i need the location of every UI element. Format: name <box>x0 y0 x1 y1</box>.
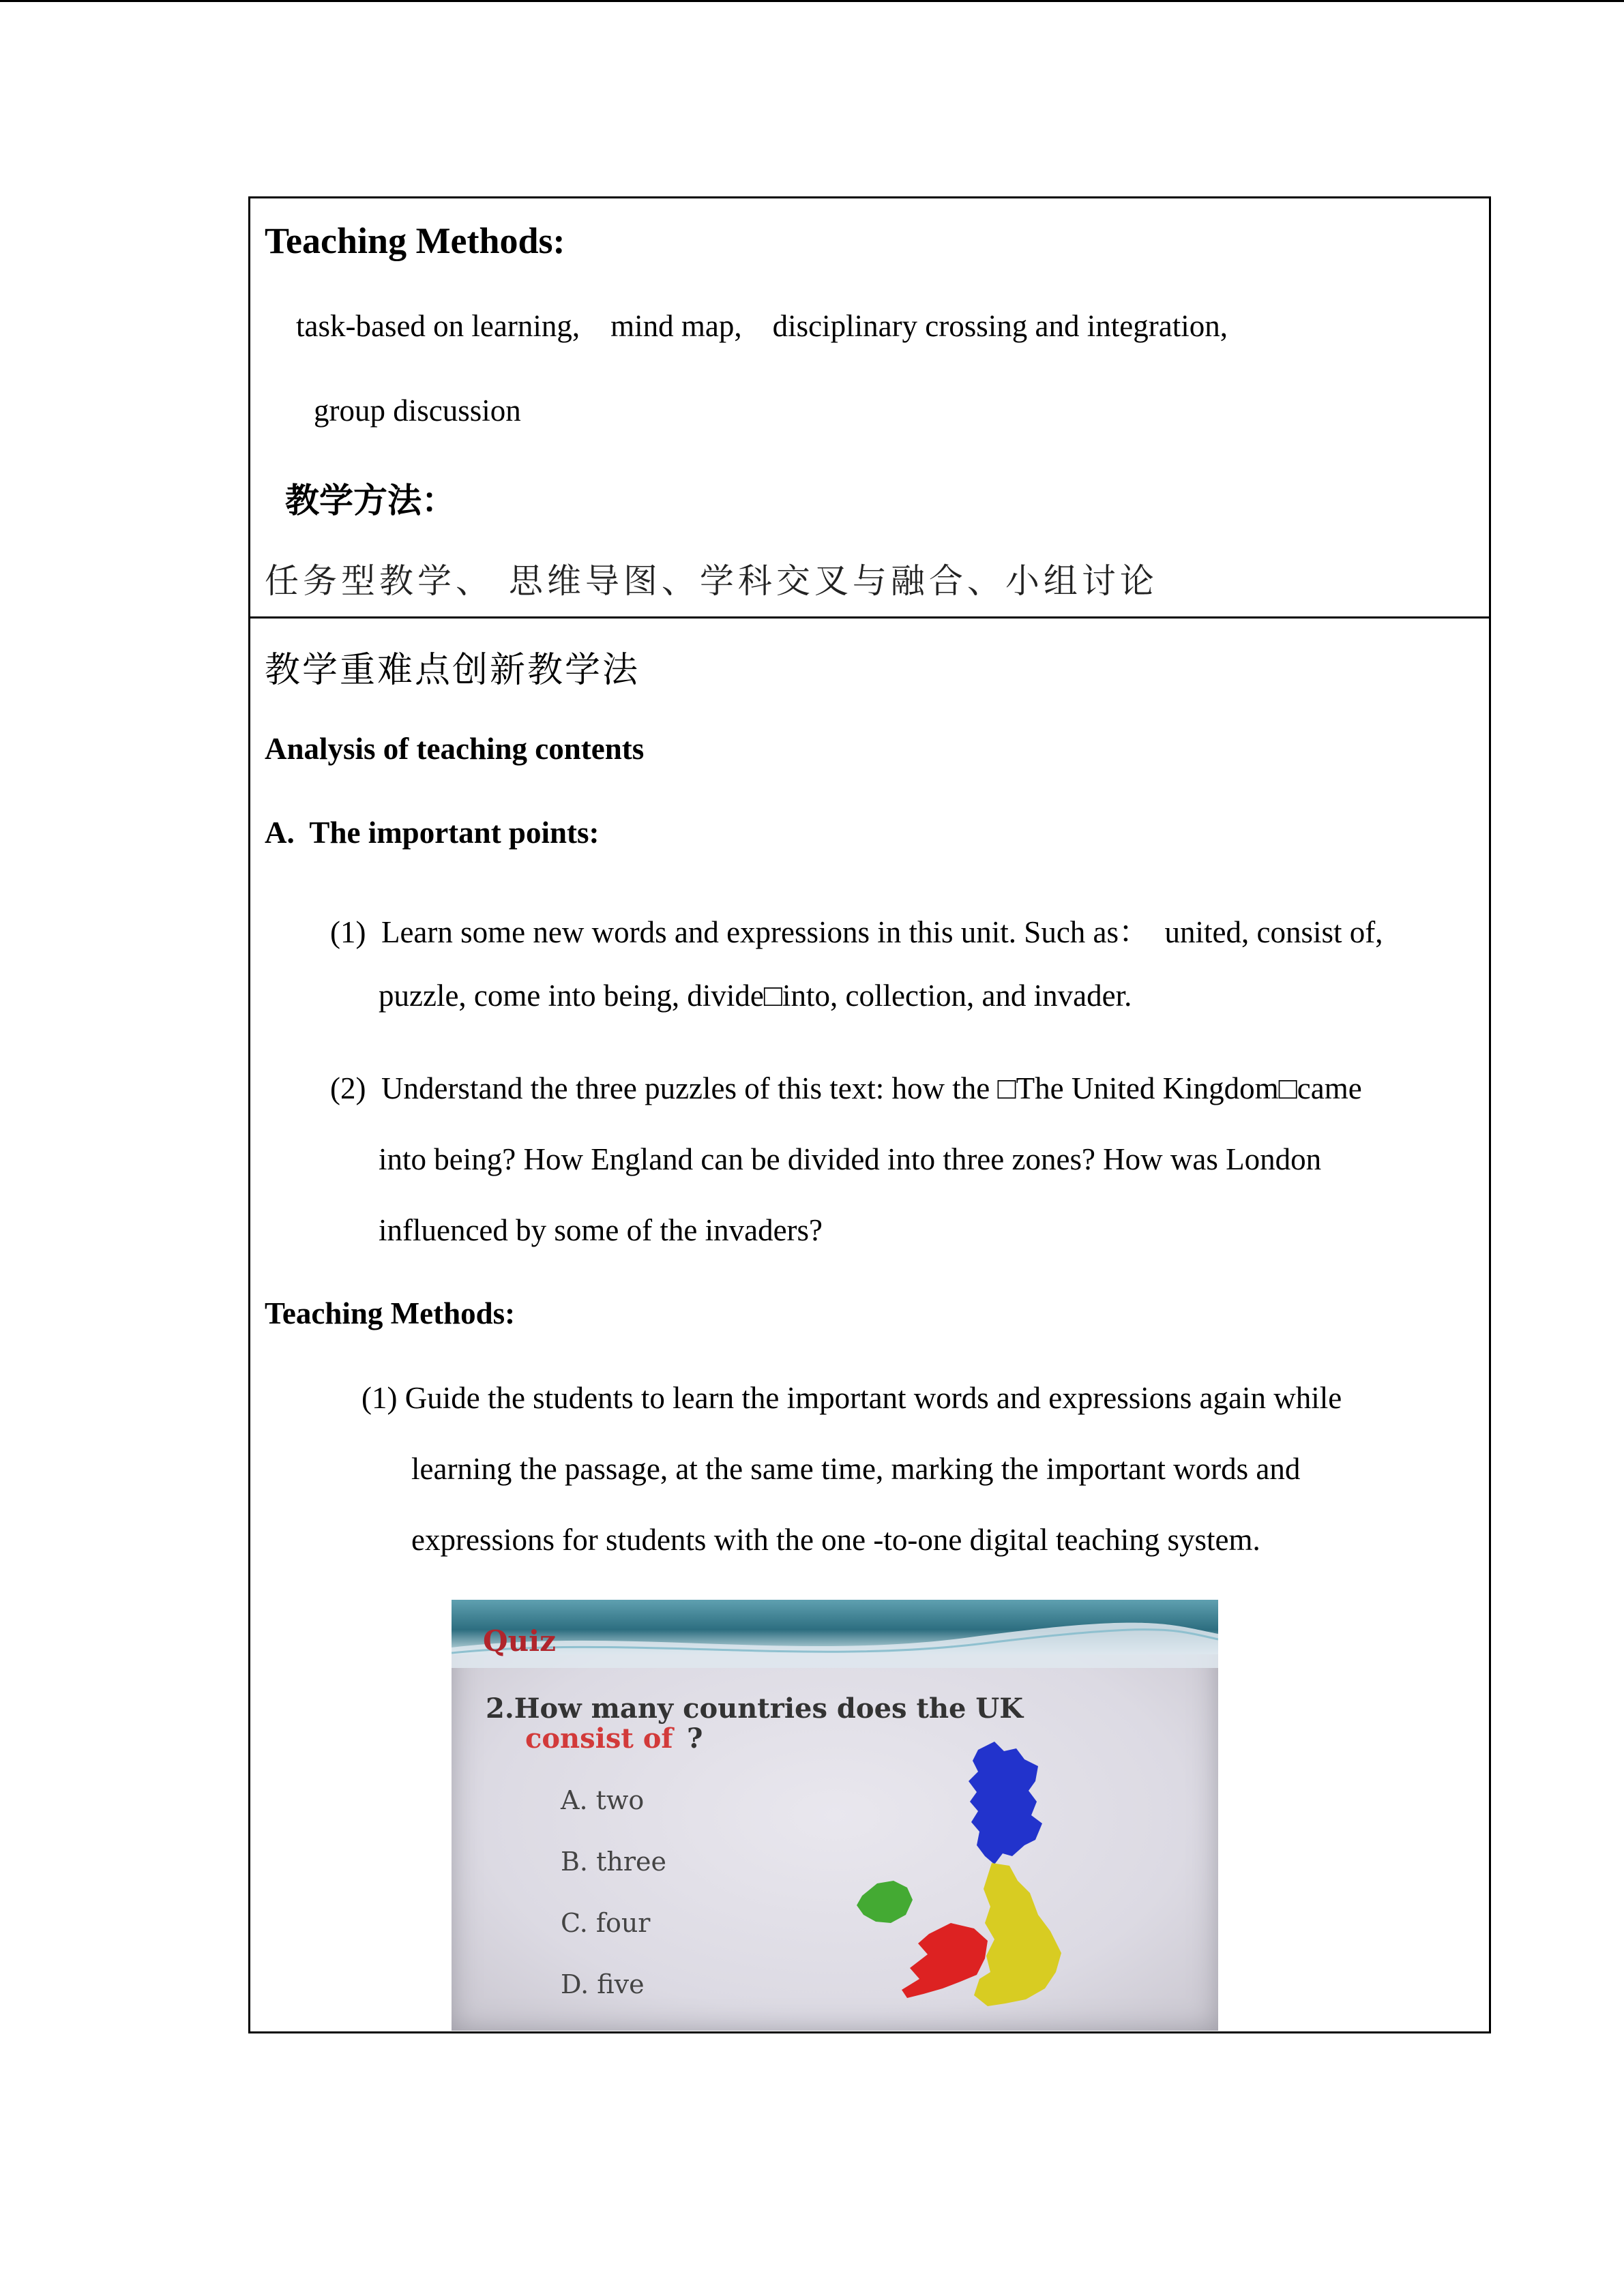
slide-header-wave <box>452 1620 1218 1668</box>
slide-quiz-title: Quiz <box>483 1624 556 1658</box>
map-scotland <box>969 1742 1042 1864</box>
table-row-divider <box>248 616 1491 618</box>
point-2-line-2: into being? How England can be divided into three zones? How was London <box>379 1142 1322 1176</box>
methods-list-line-2: group discussion <box>314 393 521 428</box>
map-england <box>974 1863 1061 2006</box>
slide-question-highlight: consist of <box>525 1723 673 1755</box>
point-1-line-2: puzzle, come into being, divide□into, collection, and invader. <box>379 979 1132 1013</box>
slide-question: 2.How many countries does the UK <box>486 1693 1024 1725</box>
analysis-heading: Analysis of teaching contents <box>265 732 645 766</box>
page-top-rule <box>0 0 1624 2</box>
point-2-line-3: influenced by some of the invaders? <box>379 1213 823 1247</box>
slide-option-c: C. four <box>561 1908 651 1938</box>
methods-list-line-1: task-based on learning, mind map, disciplinary crossing and integration, <box>296 309 1228 343</box>
map-wales <box>902 1923 988 1998</box>
method-1-line-2: learning the passage, at the same time, marking the important words and <box>411 1452 1301 1486</box>
quiz-slide-photo <box>452 1600 1218 2031</box>
cn-methods-title: 教学方法： <box>285 481 456 520</box>
method-1-line-3: expressions for students with the one -to-one digital teaching system. <box>411 1523 1260 1557</box>
uk-countries-map <box>833 1736 1120 2016</box>
cn-section-title: 教学重难点创新教学法 <box>265 650 640 691</box>
slide-option-b: B. three <box>561 1847 666 1877</box>
teaching-methods-heading: Teaching Methods: <box>265 1296 516 1330</box>
slide-option-d: D. five <box>561 1969 645 1999</box>
important-points-heading: A. The important points: <box>265 816 600 850</box>
slide-question-mark: ? <box>687 1723 703 1755</box>
teaching-methods-title: Teaching Methods: <box>265 220 565 261</box>
cn-methods-list: 任务型教学、 思维导图、学科交叉与融合、小组讨论 <box>265 561 1158 601</box>
method-1-line-1: (1) Guide the students to learn the important words and expressions again while <box>361 1381 1342 1415</box>
map-northern-ireland <box>857 1881 913 1923</box>
point-2-line-1: (2) Understand the three puzzles of this text: how the □The United Kingdom□came <box>330 1071 1362 1105</box>
slide-option-a: A. two <box>561 1785 645 1815</box>
point-1-line-1: (1) Learn some new words and expressions in this unit. Such as： united, consist of, <box>330 915 1383 949</box>
